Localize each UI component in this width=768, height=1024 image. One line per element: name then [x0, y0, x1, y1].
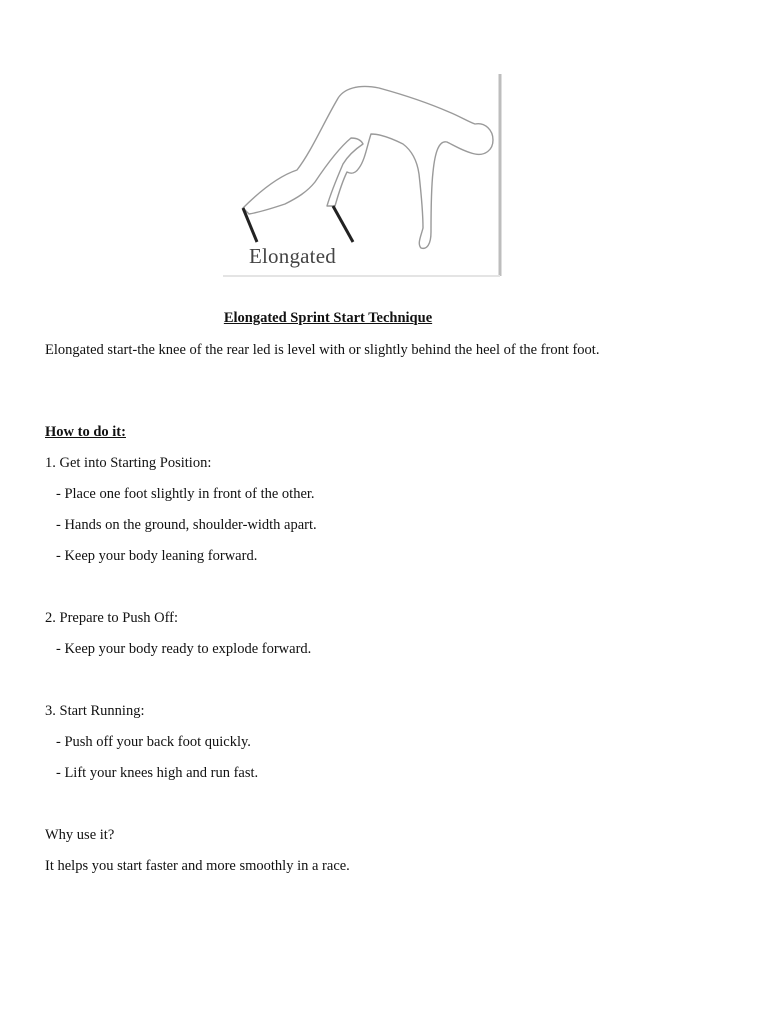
why-text: It helps you start faster and more smoothly in a race. — [45, 858, 350, 874]
figure-caption: Elongated — [249, 244, 336, 268]
step-2-item: - Keep your body ready to explode forward. — [56, 641, 312, 657]
step-1-heading: 1. Get into Starting Position: — [45, 455, 212, 471]
step-2-heading: 2. Prepare to Push Off: — [45, 610, 179, 626]
sprint-start-illustration — [221, 72, 502, 278]
how-to-heading: How to do it: — [45, 424, 126, 440]
document-title: Elongated Sprint Start Technique — [223, 310, 433, 326]
step-1-item: - Place one foot slightly in front of the other. — [56, 486, 315, 502]
step-1-item: - Hands on the ground, shoulder-width apart. — [56, 517, 317, 533]
step-1-item: - Keep your body leaning forward. — [56, 548, 258, 564]
intro-paragraph: Elongated start-the knee of the rear led is level with or slightly behind the heel of the front foot. — [45, 342, 600, 358]
step-3-item: - Lift your knees high and run fast. — [56, 765, 259, 781]
step-3-item: - Push off your back foot quickly. — [56, 734, 251, 750]
why-heading: Why use it? — [45, 827, 115, 843]
step-3-heading: 3. Start Running: — [45, 703, 145, 719]
